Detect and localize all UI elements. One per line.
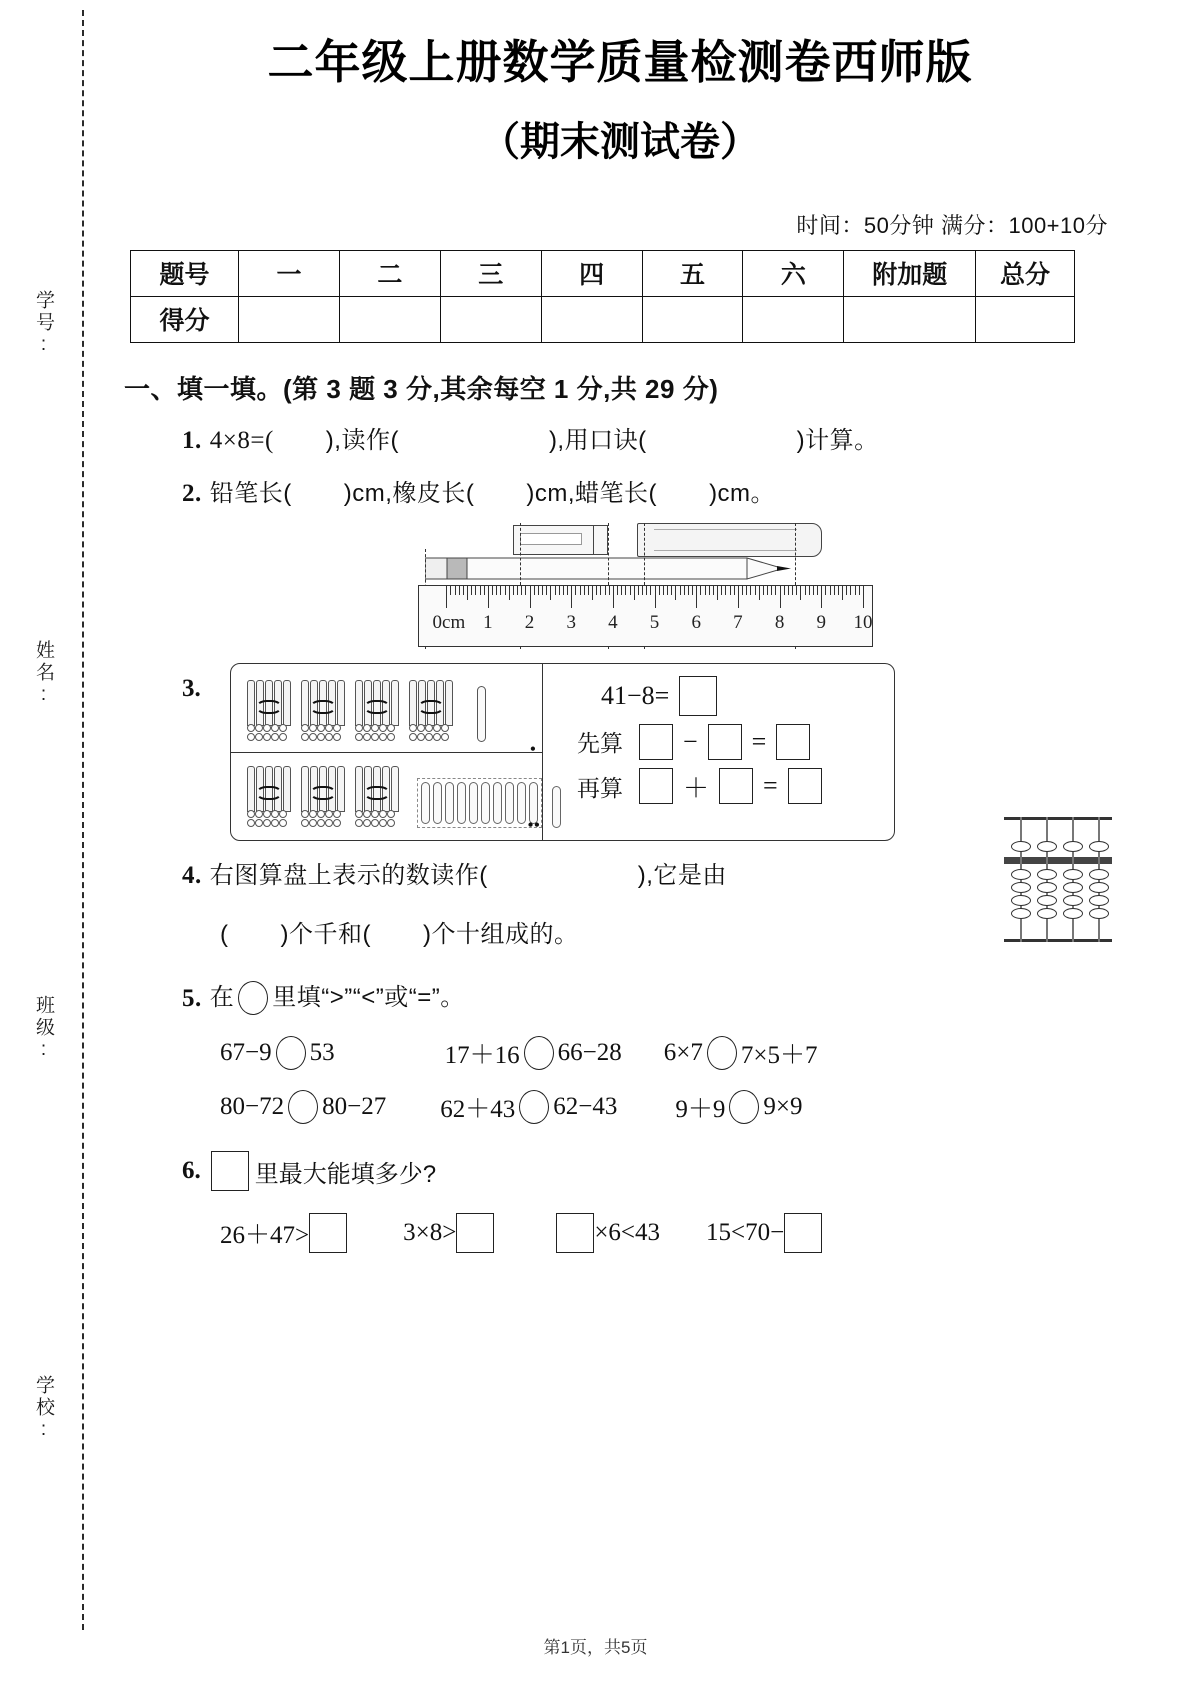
page-subtitle: （期末测试卷）	[480, 119, 760, 164]
question-2-part-4: )cm。	[709, 480, 776, 507]
compare-2-3-left: 9＋9	[675, 1096, 726, 1123]
ruler-tick	[538, 586, 539, 595]
abacus-bead-lower-1d	[1011, 908, 1031, 919]
abacus-bead-lower-2a	[1037, 869, 1057, 880]
q3-step-2	[577, 768, 894, 805]
compare-item-2-2	[440, 1089, 617, 1125]
score-cell-total[interactable]	[976, 296, 1075, 342]
ruler-tick	[625, 586, 626, 595]
question-4-number: 4.	[182, 861, 202, 889]
ruler-tick	[834, 586, 835, 595]
score-table-header-row	[131, 250, 1075, 296]
ruler-tick	[863, 586, 864, 608]
ruler-tick	[617, 586, 618, 595]
ruler-tick	[638, 586, 639, 595]
ruler-tick	[821, 586, 822, 608]
q6-item-3-box[interactable]	[556, 1213, 594, 1253]
question-6-number: 6.	[182, 1157, 201, 1184]
ruler-tick	[450, 586, 451, 595]
question-5-row-1	[220, 1035, 1120, 1071]
ruler-tick	[830, 586, 831, 595]
score-col-4: 四	[541, 250, 642, 296]
loose-sticks-group	[421, 782, 538, 824]
question-1-number: 1.	[182, 426, 202, 454]
ruler-tick	[546, 586, 547, 595]
sticks-top-row	[247, 680, 486, 742]
abacus-bead-lower-1a	[1011, 869, 1031, 880]
q6-item-2-text: 3×8>	[403, 1219, 457, 1246]
margin-dashed-line	[82, 10, 84, 1630]
question-1	[182, 422, 1120, 460]
q3-step1-label: 先算	[577, 730, 623, 756]
ruler-tick	[463, 586, 464, 595]
question-2-part-2: )cm,橡皮长(	[343, 480, 475, 507]
ruler-tick	[634, 586, 635, 600]
abacus-bead-lower-3a	[1063, 869, 1083, 880]
ruler-tick	[592, 586, 593, 600]
q6-item-3-text: ×6<43	[594, 1219, 661, 1246]
ruler-tick	[725, 586, 726, 595]
stick-bundle	[247, 766, 291, 828]
compare-1-2-right: 66−28	[557, 1039, 622, 1066]
q6-item-1-text: 26＋47>	[220, 1222, 310, 1249]
score-cell-6[interactable]	[743, 296, 844, 342]
ruler-tick	[696, 586, 697, 608]
ruler-tick	[775, 586, 776, 595]
compare-1-3-right: 7×5＋7	[740, 1042, 818, 1069]
score-cell-bonus[interactable]	[844, 296, 976, 342]
margin-label-student-id: 学号:	[33, 290, 54, 358]
ruler-label-5: 5	[649, 611, 660, 633]
ruler-tick	[588, 586, 589, 595]
score-col-3: 三	[440, 250, 541, 296]
ruler-tick	[480, 586, 481, 595]
ruler-tick	[688, 586, 689, 595]
abacus-bead-lower-3d	[1063, 908, 1083, 919]
sticks-bottom-row	[247, 766, 561, 828]
eraser-cap	[593, 526, 607, 554]
ruler-tick	[817, 586, 818, 595]
question-3-sticks-panel	[231, 664, 543, 840]
question-1-part-3: ),用口诀(	[548, 426, 647, 454]
ruler-tick	[667, 586, 668, 595]
ruler-tick	[446, 586, 447, 608]
ruler-ticks	[419, 586, 872, 612]
dot-marker-top: •	[529, 738, 536, 759]
score-cell-1[interactable]	[239, 296, 340, 342]
ruler-tick	[730, 586, 731, 595]
q6-item-2-box[interactable]	[456, 1213, 494, 1253]
ruler-tick	[784, 586, 785, 595]
score-col-2: 二	[339, 250, 440, 296]
compare-item-1-1	[220, 1036, 335, 1070]
dot-marker-bottom: ••	[527, 814, 540, 835]
ruler-tick	[709, 586, 710, 595]
ruler-tick	[488, 586, 489, 608]
ruler-tick	[800, 586, 801, 600]
question-4-line2-c: )个十组成的。	[422, 921, 579, 948]
compare-1-3-left: 6×7	[663, 1039, 703, 1066]
abacus-bead-upper-3	[1063, 841, 1083, 852]
q3-equation-text: 41−8=	[601, 680, 670, 710]
compare-2-2-left: 62＋43	[440, 1096, 516, 1123]
stick-bundle	[301, 680, 345, 742]
ruler-tick	[517, 586, 518, 595]
q3-step2-equals: =	[763, 771, 778, 800]
compare-2-3-circle[interactable]	[729, 1090, 759, 1124]
ruler-tick	[671, 586, 672, 595]
ruler-body	[418, 585, 873, 647]
ruler-figure	[410, 523, 880, 653]
q3-step2-operator: ＋	[683, 773, 710, 803]
ruler-tick	[721, 586, 722, 595]
ruler-tick	[642, 586, 643, 595]
ruler-tick	[767, 586, 768, 595]
question-1-part-1: 4×8=(	[209, 426, 274, 454]
single-stick	[477, 686, 486, 742]
question-3	[182, 663, 1120, 841]
ruler-tick	[459, 586, 460, 595]
q6-item-4-box[interactable]	[784, 1213, 822, 1253]
ruler-tick	[609, 586, 610, 595]
ruler-tick	[567, 586, 568, 595]
compare-item-2-3	[675, 1089, 802, 1125]
score-col-bonus: 附加题	[844, 250, 976, 296]
question-6-answers	[220, 1213, 1120, 1253]
score-table-value-row	[131, 296, 1075, 342]
q3-step2-box-result[interactable]	[788, 768, 822, 804]
ruler-label-10: 10	[853, 611, 873, 633]
score-table-label-question: 题号	[131, 250, 239, 296]
ruler-tick	[530, 586, 531, 608]
ruler-tick	[655, 586, 656, 608]
question-4-line1-b: ),它是由	[637, 861, 727, 889]
ruler-label-1: 1	[483, 611, 493, 633]
abacus-bead-lower-2c	[1037, 895, 1057, 906]
question-3-number: 3.	[182, 674, 201, 702]
q6-item-4	[706, 1213, 822, 1253]
abacus-bead-lower-1c	[1011, 895, 1031, 906]
margin-label-school: 学校:	[33, 1375, 54, 1443]
ruler-tick	[563, 586, 564, 595]
ruler-tick	[684, 586, 685, 595]
ruler-tick	[734, 586, 735, 595]
ruler-tick	[475, 586, 476, 595]
question-5-prompt-b: 里填“>”“<”或“=”。	[272, 984, 465, 1012]
score-table	[130, 250, 1075, 343]
q3-main-equation	[601, 676, 894, 716]
question-1-part-2: ),读作(	[325, 426, 399, 454]
abacus-bead-upper-4	[1089, 841, 1109, 852]
ruler-tick	[663, 586, 664, 595]
ruler-number-labels	[419, 612, 872, 646]
ruler-tick	[596, 586, 597, 595]
abacus-bead-lower-2b	[1037, 882, 1057, 893]
compare-item-1-2	[445, 1035, 622, 1071]
ruler-tick	[809, 586, 810, 595]
abacus-bead-upper-1	[1011, 841, 1031, 852]
question-6-prompt-box[interactable]	[211, 1151, 249, 1191]
ruler-tick	[613, 586, 614, 608]
question-6-prompt: 里最大能填多少?	[254, 1160, 437, 1188]
q6-item-4-text: 15<70−	[706, 1219, 785, 1246]
compare-1-1-right: 53	[309, 1039, 335, 1066]
question-2-part-1: 铅笔长(	[209, 480, 292, 507]
ruler-tick	[455, 586, 456, 595]
stick-bundle	[355, 680, 399, 742]
compare-1-1-left: 67−9	[220, 1039, 272, 1066]
abacus-bead-lower-2d	[1037, 908, 1057, 919]
compare-2-2-circle[interactable]	[519, 1090, 549, 1124]
q3-step2-label: 再算	[577, 774, 623, 801]
ruler-tick	[805, 586, 806, 595]
ruler-tick	[509, 586, 510, 600]
question-6	[182, 1151, 1120, 1191]
compare-item-1-3	[664, 1035, 818, 1071]
stick-bundle	[247, 680, 291, 742]
abacus-illustration	[1004, 817, 1112, 942]
q3-step1-box-a[interactable]	[639, 724, 673, 760]
score-cell-3[interactable]	[440, 296, 541, 342]
abacus-bead-lower-3b	[1063, 882, 1083, 893]
ruler-tick	[650, 586, 651, 595]
score-cell-5[interactable]	[642, 296, 743, 342]
compare-1-1-circle[interactable]	[276, 1036, 306, 1070]
ruler-tick	[742, 586, 743, 595]
ruler-tick	[513, 586, 514, 595]
score-cell-2[interactable]	[339, 296, 440, 342]
score-col-5: 五	[642, 250, 743, 296]
question-2-number: 2.	[182, 480, 202, 507]
compare-2-1-left: 80−72	[220, 1093, 285, 1120]
ruler-tick	[525, 586, 526, 595]
ruler-tick	[571, 586, 572, 608]
score-col-1: 一	[239, 250, 340, 296]
ruler-label-3: 3	[566, 611, 576, 633]
compare-1-3-circle[interactable]	[707, 1036, 737, 1070]
compare-2-1-circle[interactable]	[288, 1090, 318, 1124]
ruler-label-2: 2	[524, 611, 535, 633]
exam-page	[120, 0, 1120, 1253]
loose-sticks-frame	[417, 778, 542, 828]
ruler-tick	[717, 586, 718, 600]
question-4-line2	[220, 916, 1120, 954]
question-5-prompt-a: 在	[209, 984, 235, 1012]
compare-1-2-left: 17＋16	[444, 1042, 520, 1069]
ruler-tick	[759, 586, 760, 600]
ruler-tick	[492, 586, 493, 595]
ruler-tick	[842, 586, 843, 600]
question-5-row-2	[220, 1089, 1120, 1125]
ruler-tick	[630, 586, 631, 595]
eraser-inner-band	[520, 533, 582, 545]
ruler-tick	[646, 586, 647, 595]
ruler-tick	[550, 586, 551, 600]
ruler-tick	[605, 586, 606, 595]
compare-2-1-right: 80−27	[322, 1093, 387, 1120]
q3-step1-operator: −	[683, 726, 698, 756]
ruler-tick	[580, 586, 581, 595]
q3-step1-equals: =	[751, 726, 767, 756]
question-5-circle-symbol	[238, 981, 268, 1015]
ruler-tick	[738, 586, 739, 608]
score-table-label-score: 得分	[131, 296, 239, 342]
ruler-tick	[600, 586, 601, 595]
question-5-number: 5.	[182, 984, 202, 1012]
ruler-label-9: 9	[816, 611, 826, 633]
ruler-label-6: 6	[691, 611, 701, 633]
q6-item-1	[220, 1213, 347, 1253]
ruler-tick	[700, 586, 701, 595]
ruler-tick	[796, 586, 797, 595]
ruler-tick	[692, 586, 693, 595]
ruler-tick	[750, 586, 751, 595]
score-col-6: 六	[743, 250, 844, 296]
compare-2-2-right: 62−43	[553, 1093, 618, 1120]
ruler-tick	[621, 586, 622, 595]
q3-step-1	[577, 724, 894, 760]
ruler-tick	[496, 586, 497, 595]
compare-2-3-right: 9×9	[763, 1093, 803, 1120]
ruler-label-0cm: 0cm	[432, 611, 466, 633]
ruler-tick	[825, 586, 826, 595]
abacus-bead-lower-1b	[1011, 882, 1031, 893]
question-2	[182, 475, 1120, 513]
q3-step2-box-b[interactable]	[719, 768, 753, 804]
ruler-tick	[675, 586, 676, 600]
question-5	[182, 980, 1120, 1018]
sticks-panel-divider	[231, 752, 542, 753]
ruler-tick	[813, 586, 814, 595]
ruler-tick	[855, 586, 856, 595]
q6-item-2	[403, 1213, 494, 1253]
abacus-bead-lower-4b	[1089, 882, 1109, 893]
section-1-heading: 一、填一填。(第 3 题 3 分,其余每空 1 分,共 29 分)	[124, 373, 719, 404]
ruler-tick	[788, 586, 789, 595]
question-3-equations-panel	[543, 664, 894, 840]
ruler-tick	[471, 586, 472, 595]
q6-item-1-box[interactable]	[309, 1213, 347, 1253]
q3-answer-box-main[interactable]	[679, 676, 717, 716]
ruler-tick	[705, 586, 706, 595]
ruler-label-4: 4	[608, 611, 618, 633]
eraser-illustration	[513, 525, 608, 555]
ruler-tick	[467, 586, 468, 600]
ruler-tick	[555, 586, 556, 595]
question-3-figure-box	[230, 663, 895, 841]
question-1-part-4: )计算。	[796, 426, 879, 454]
ruler-tick	[505, 586, 506, 595]
abacus-bead-lower-4d	[1089, 908, 1109, 919]
ruler-tick	[763, 586, 764, 595]
q6-item-3	[556, 1213, 660, 1253]
page-footer: 第1页，共5页	[543, 1638, 648, 1657]
ruler-tick	[746, 586, 747, 595]
q3-step1-box-b[interactable]	[708, 724, 742, 760]
compare-item-2-1	[220, 1090, 386, 1124]
score-cell-4[interactable]	[541, 296, 642, 342]
ruler-tick	[534, 586, 535, 595]
question-4-line1-a: 右图算盘上表示的数读作(	[209, 861, 488, 889]
ruler-tick	[713, 586, 714, 595]
ruler-tick	[542, 586, 543, 595]
ruler-tick	[850, 586, 851, 595]
ruler-label-8: 8	[774, 611, 785, 633]
ruler-tick	[771, 586, 772, 595]
abacus-bead-lower-4a	[1089, 869, 1109, 880]
margin-label-class: 班级:	[33, 995, 54, 1063]
stick-bundle	[409, 680, 453, 742]
ruler-tick	[500, 586, 501, 595]
ruler-label-7: 7	[733, 611, 743, 633]
ruler-tick	[846, 586, 847, 595]
stick-bundle	[301, 766, 345, 828]
ruler-tick	[521, 586, 522, 595]
ruler-tick	[680, 586, 681, 595]
crayon-band	[654, 529, 797, 551]
stick-bundle	[355, 766, 399, 828]
ruler-tick	[780, 586, 781, 608]
ruler-tick	[838, 586, 839, 595]
ruler-tick	[484, 586, 485, 595]
abacus-bead-upper-2	[1037, 841, 1057, 852]
page-title: 二年级上册数学质量检测卷西师版	[267, 36, 973, 88]
ruler-tick	[659, 586, 660, 595]
left-margin-strip	[0, 0, 120, 1684]
q3-step1-box-result[interactable]	[776, 724, 810, 760]
ruler-tick	[792, 586, 793, 595]
ruler-tick	[859, 586, 860, 595]
margin-label-name: 姓名:	[33, 640, 54, 708]
question-4	[182, 857, 1120, 895]
ruler-tick	[584, 586, 585, 595]
compare-1-2-circle[interactable]	[524, 1036, 554, 1070]
ruler-tick	[559, 586, 560, 595]
ruler-tick	[755, 586, 756, 595]
exam-meta: 时间：50分钟 满分：100+10分	[796, 212, 1108, 238]
question-4-line2-b: )个千和(	[280, 921, 371, 948]
pencil-illustration	[425, 556, 795, 581]
ruler-tick	[575, 586, 576, 595]
abacus-bead-lower-4c	[1089, 895, 1109, 906]
score-col-total: 总分	[976, 250, 1075, 296]
q3-step2-box-a[interactable]	[639, 768, 673, 804]
abacus-bead-lower-3c	[1063, 895, 1083, 906]
question-4-line2-a: (	[220, 921, 229, 948]
question-2-part-3: )cm,蜡笔长(	[526, 480, 658, 507]
